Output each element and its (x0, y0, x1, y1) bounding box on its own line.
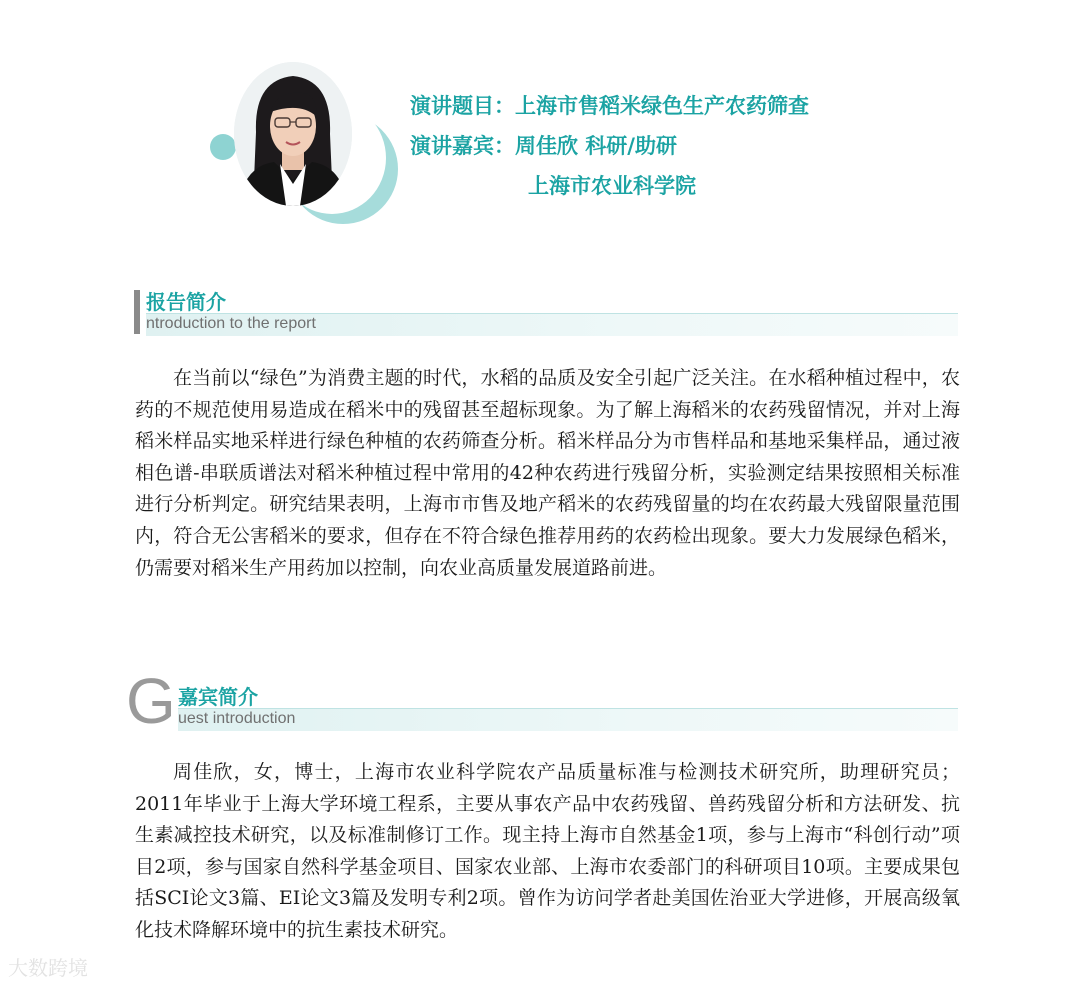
report-body: 在当前以“绿色”为消费主题的时代，水稻的品质及安全引起广泛关注。在水稻种植过程中，农药的不规范使用易造成在稻米中的残留甚至超标现象。为了解上海稻米的农药残留情况，并对上海稻米样品实地采样进行绿色种植的农药筛查分析。稻米样品分为市售样品和基地采集样品，通过液相色谱-串联质谱法对稻米种植过程中常用的42种农药进行残留分析，实验测定结果按照相关标准进行分析判定。研究结果表明，上海市市售及地产稻米的农药残留量的均在农药最大残留限量范围内，符合无公害稻米的要求，但存在不符合绿色推荐用药的农药检出现象。要大力发展绿色稻米，仍需要对稻米生产用药加以控制，向农业高质量发展道路前进。 (135, 367, 960, 579)
report-section-header (132, 286, 958, 336)
report-section-title: 报告简介 (146, 290, 226, 314)
guest-section-subtitle: uest introduction (178, 710, 296, 727)
speaker-portrait-block (206, 62, 396, 228)
guest-section-title: 嘉宾简介 (178, 685, 258, 709)
watermark: 大数跨境 (8, 956, 88, 980)
guest-initial-letter: G (126, 665, 176, 737)
section-marker-bar (134, 290, 140, 334)
talk-topic: 演讲题目：上海市售稻米绿色生产农药筛查 (410, 94, 809, 118)
talk-guest: 演讲嘉宾：周佳欣 科研/助研 (410, 134, 677, 158)
talk-info (410, 86, 809, 206)
report-section-subtitle: ntroduction to the report (146, 315, 316, 332)
guest-section-header (126, 665, 958, 737)
decor-dot (210, 134, 236, 160)
speaker-photo (234, 62, 352, 206)
guest-body: 周佳欣，女，博士，上海市农业科学院农产品质量标准与检测技术研究所，助理研究员；2011年毕业于上海大学环境工程系，主要从事农产品中农药残留、兽药残留分析和方法研发、抗生素减控技术研究，以及标准制修订工作。现主持上海市自然基金1项，参与上海市“科创行动”项目2项，参与国家自然科学基金项目、国家农业部、上海市农委部门的科研项目10项。主要成果包括SCI论文3篇、EI论文3篇及发明专利2项。曾作为访问学者赴美国佐治亚大学进修，开展高级氧化技术降解环境中的抗生素技术研究。 (135, 761, 960, 941)
talk-institution: 上海市农业科学院 (528, 174, 696, 198)
